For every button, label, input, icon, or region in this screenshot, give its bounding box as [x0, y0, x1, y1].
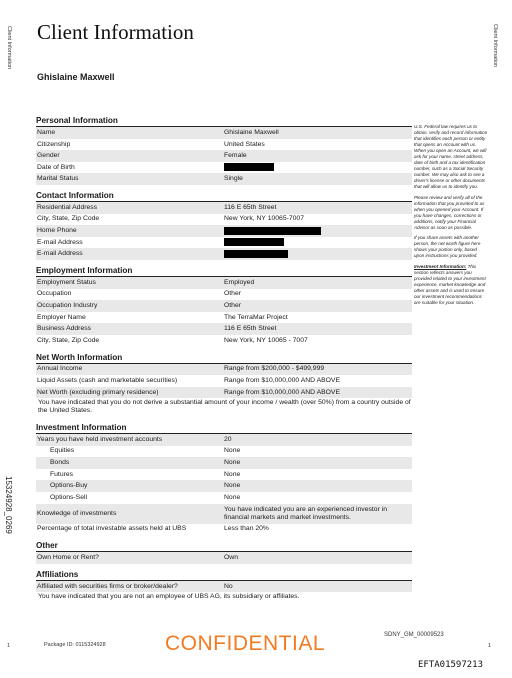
- disclosure-sidebar: [414, 124, 488, 311]
- table-row: [36, 173, 412, 185]
- row-label: Options-Buy: [50, 482, 88, 490]
- row-value: 116 E 65th Street: [224, 325, 277, 333]
- sidebar-review: Please review and verify all of the information that you provided to us when you opened your Account. If you have changes, corrections or additions, notify your Financial Advisor as soon as possible.: [414, 194, 485, 230]
- table-row: [36, 480, 412, 492]
- row-label: City, State, Zip Code: [37, 336, 100, 344]
- section-title: Net Worth Information: [36, 353, 412, 364]
- row-value: The TerraMar Project: [224, 313, 288, 321]
- confidential-stamp: CONFIDENTIAL: [165, 632, 326, 655]
- row-label: Years you have held investment accounts: [37, 435, 163, 443]
- footer-efta-id: EFTA01597213: [418, 660, 484, 670]
- table-row: [36, 335, 412, 347]
- sidebar-federal-law: U.S. Federal law requires us to obtain, verify and record information that identifies each person or entity that opens an Account with us. When you open an Account, we will ask for your name, street address, date of birth and a tax identification number, such as a Social Security number. We may also ask to see a driver's license or other documents that will allow us to identify you.: [414, 124, 488, 189]
- row-value: Single: [224, 175, 243, 183]
- table-row: [36, 289, 412, 301]
- row-label: Business Address: [37, 325, 92, 333]
- table-row: [36, 150, 412, 162]
- table-row: [36, 127, 412, 139]
- row-label: Annual Income: [37, 365, 83, 373]
- side-label-left: Client Information: [6, 26, 12, 70]
- section-title: Affiliations: [36, 570, 412, 581]
- row-label: City, State, Zip Code: [37, 215, 100, 223]
- row-label: Bonds: [50, 459, 70, 467]
- row-label: Citizenship: [37, 140, 71, 148]
- redaction-bar: [224, 163, 274, 171]
- table-row: [36, 225, 412, 237]
- row-label: Home Phone: [37, 227, 77, 235]
- table-row: [36, 457, 412, 469]
- table-row: [36, 202, 412, 214]
- table-row: [36, 214, 412, 226]
- row-value: [224, 250, 412, 259]
- row-label: Name: [37, 128, 56, 136]
- row-label: You have indicated that you are not an employee of UBS AG, its subsidiary or affiliates.: [38, 593, 300, 601]
- table-row: [36, 552, 412, 564]
- row-label: Employer Name: [37, 313, 86, 321]
- row-label: Occupation Industry: [37, 302, 98, 310]
- row-value: Own: [224, 554, 238, 562]
- row-label: E-mail Address: [37, 250, 83, 258]
- row-label: You have indicated that you do not derive a substantial amount of your income / wealth (over 50%) from a country outside of the United States.: [38, 399, 411, 415]
- table-row: [36, 364, 412, 376]
- row-value: Female: [224, 152, 247, 160]
- row-value: Other: [224, 302, 241, 310]
- row-label: Occupation: [37, 290, 72, 298]
- row-value: New York, NY 10065 - 7007: [224, 336, 308, 344]
- row-value: None: [224, 459, 241, 467]
- row-label: Residential Address: [37, 203, 98, 211]
- table-row: [36, 237, 412, 249]
- row-value: 20: [224, 435, 232, 443]
- row-value: Range from $200,000 - $499,999: [224, 365, 325, 373]
- table-row: [36, 277, 412, 289]
- section-title: Investment Information: [36, 423, 412, 434]
- row-value: Other: [224, 290, 241, 298]
- row-value: [224, 238, 412, 247]
- sidebar-shared-assets: If you share assets with another person, the net worth figure here shows your portion only, based upon instructions you provided.: [414, 235, 481, 259]
- row-label: Net Worth (excluding primary residence): [37, 388, 159, 396]
- row-value: [224, 227, 412, 236]
- row-label: Equities: [50, 447, 75, 455]
- row-label: Options-Sell: [50, 493, 88, 501]
- row-label: Date of Birth: [37, 163, 75, 171]
- side-document-id: 15324928_0269: [4, 476, 13, 534]
- row-value: Range from $10,000,000 AND ABOVE: [224, 388, 340, 396]
- row-value: New York, NY 10065-7007: [224, 215, 304, 223]
- table-row: [36, 581, 412, 593]
- row-value: None: [224, 493, 241, 501]
- footer-package-id: Package ID: 0115324928: [44, 642, 106, 648]
- table-row: [36, 469, 412, 481]
- table-row: [36, 492, 412, 504]
- row-value: Employed: [224, 278, 255, 286]
- row-label: Knowledge of investments: [37, 509, 117, 517]
- row-value: Less than 20%: [224, 525, 269, 533]
- sidebar-investment-text: This section reflects answers you provided related to your investment experience, market knowledge and other assets and is used to ensure our investment recommendations are suitable for your situation.: [414, 264, 486, 306]
- row-label: Liquid Assets (cash and marketable securities): [37, 377, 178, 385]
- table-row: [36, 434, 412, 446]
- section-title: Other: [36, 541, 412, 552]
- row-value: None: [224, 447, 241, 455]
- section-title: Contact Information: [36, 191, 412, 202]
- redaction-bar: [224, 250, 288, 258]
- table-row: [36, 300, 412, 312]
- row-value: United States: [224, 140, 265, 148]
- table-row: [36, 592, 412, 604]
- row-label: Affiliated with securities firms or broker/dealer?: [37, 582, 178, 590]
- table-row: [36, 139, 412, 151]
- row-value: 116 E 65th Street: [224, 203, 277, 211]
- table-row: [36, 323, 412, 335]
- table-row: [36, 504, 412, 524]
- row-value: None: [224, 470, 241, 478]
- table-row: [36, 524, 412, 536]
- sidebar-investment-heading: Investment Information:: [414, 264, 467, 270]
- footer-page-number: 1: [7, 643, 11, 649]
- page-title: Client Information: [37, 20, 194, 44]
- section-title: Personal Information: [36, 116, 412, 127]
- row-label: Gender: [37, 152, 60, 160]
- client-info-table: [36, 116, 412, 604]
- row-value: Ghislaine Maxwell: [224, 128, 279, 136]
- row-value: You have indicated you are an experienced investor in financial markets and market investments.: [224, 505, 387, 521]
- table-row: [36, 162, 412, 174]
- section-title: Employment Information: [36, 266, 412, 277]
- row-label: E-mail Address: [37, 238, 83, 246]
- row-label: Futures: [50, 470, 74, 478]
- row-label: Percentage of total investable assets held at UBS: [37, 525, 187, 533]
- row-label: Own Home or Rent?: [37, 554, 99, 562]
- row-value: No: [224, 582, 233, 590]
- redaction-bar: [224, 227, 321, 235]
- client-name: Ghislaine Maxwell: [37, 72, 115, 82]
- row-value: Range from $10,000,000 AND ABOVE: [224, 377, 340, 385]
- table-row: [36, 375, 412, 387]
- sidebar-investment-info: [414, 264, 488, 306]
- row-value: None: [224, 482, 241, 490]
- side-label-right: Client Information: [492, 24, 498, 68]
- table-row: [36, 398, 412, 417]
- table-row: [36, 446, 412, 458]
- table-row: [36, 387, 412, 399]
- table-row: [36, 248, 412, 260]
- table-row: [36, 312, 412, 324]
- footer-page-number-right: 1: [488, 643, 492, 649]
- row-label: Marital Status: [37, 175, 79, 183]
- row-value: [224, 163, 412, 172]
- footer-sdny-bates: SDNY_GM_00009523: [384, 632, 444, 638]
- row-label: Employment Status: [37, 278, 96, 286]
- redaction-bar: [224, 238, 284, 246]
